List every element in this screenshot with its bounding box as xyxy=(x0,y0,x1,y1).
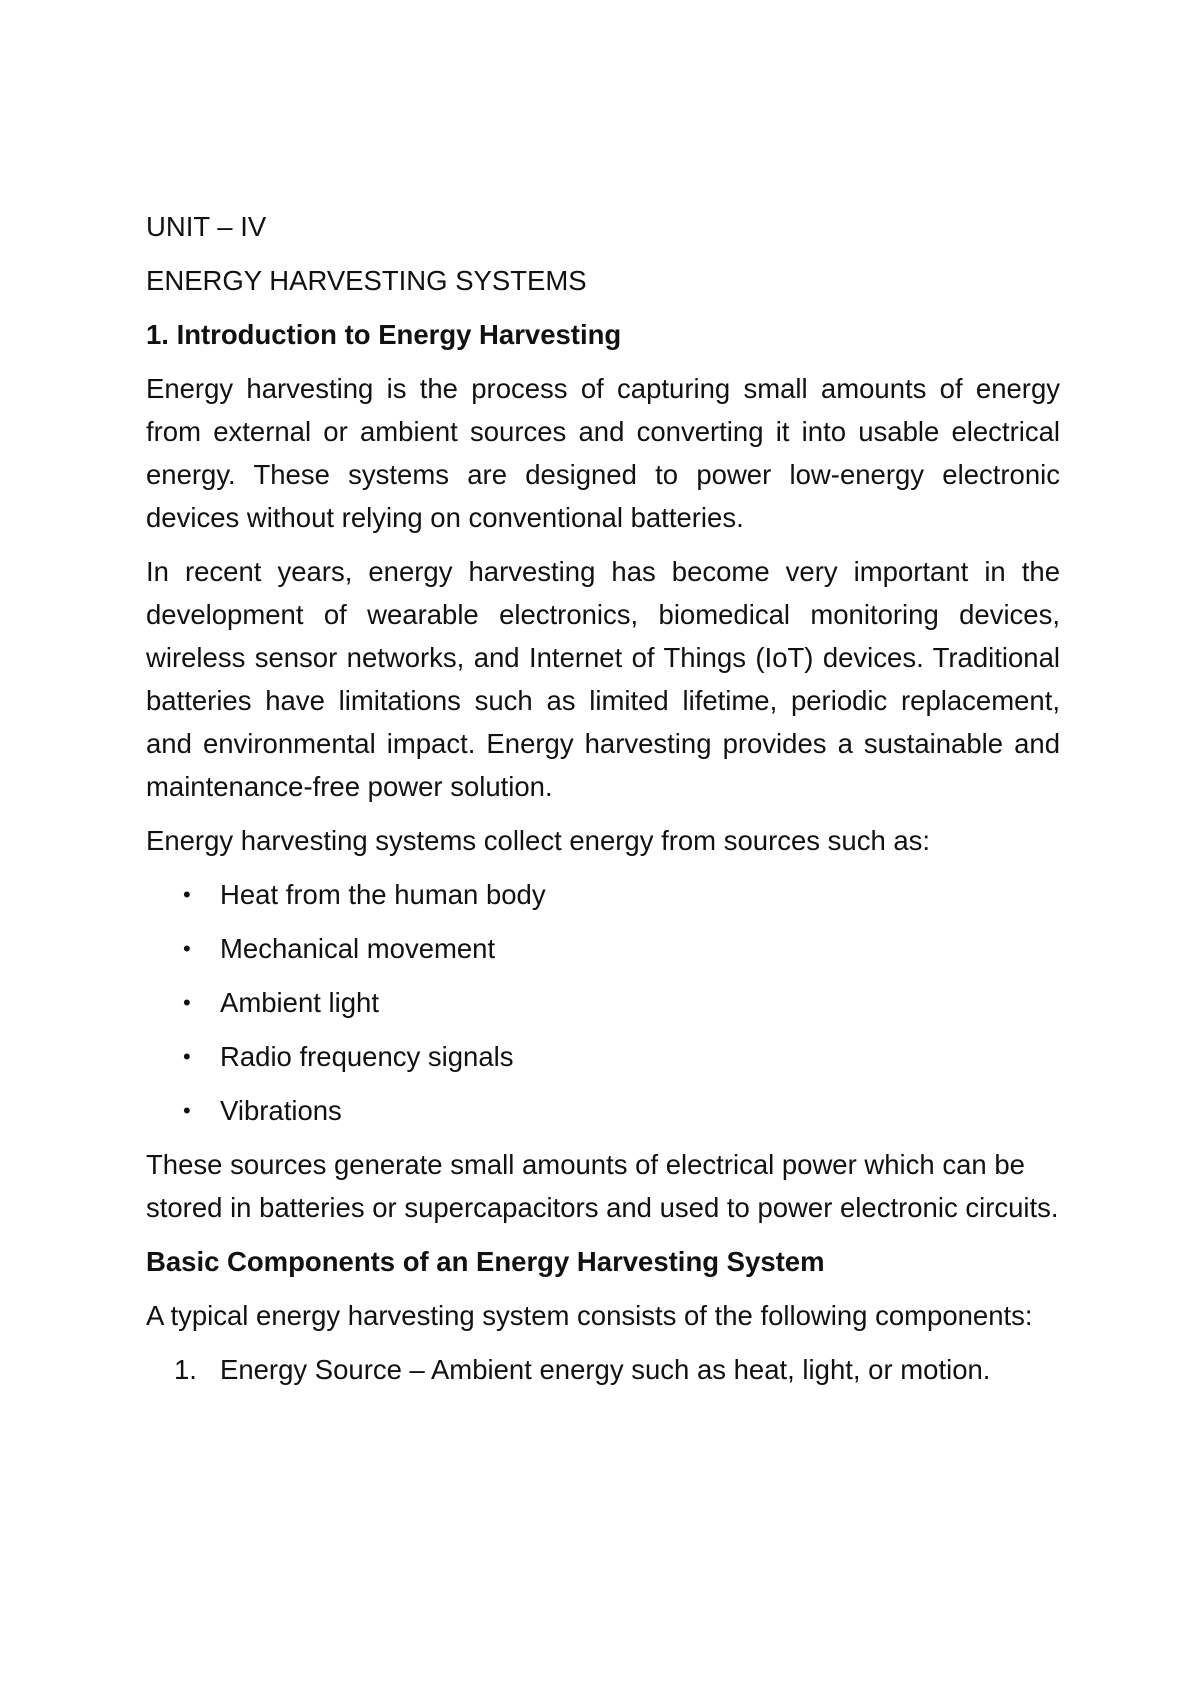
list-item xyxy=(146,1035,1060,1078)
section-heading-introduction: 1. Introduction to Energy Harvesting xyxy=(146,319,622,350)
list-item-number: 1. xyxy=(174,1354,197,1385)
paragraph-components-intro: A typical energy harvesting system consists of the following components: xyxy=(146,1300,1033,1331)
list-item-text: Ambient light xyxy=(220,987,379,1018)
list-item xyxy=(146,873,1060,916)
sources-list xyxy=(146,873,1060,1132)
list-item-text: Heat from the human body xyxy=(220,879,546,910)
components-list xyxy=(146,1348,1060,1391)
paragraph-importance: In recent years, energy harvesting has become very important in the development of wearable electronics, biomedical monitoring devices, wireless sensor networks, and Internet of Things (IoT) devices. Traditional batteries have limitations such as limited lifetime, periodic replacement, and environmental impact. Energy harvesting provides a sustainable and maintenance-free power solution. xyxy=(146,556,1060,802)
list-item xyxy=(146,1089,1060,1132)
paragraph-sources-closing: These sources generate small amounts of electrical power which can be stored in batteries or supercapacitors and used to power electronic circuits. xyxy=(146,1149,1059,1223)
bullet-icon: • xyxy=(183,1098,191,1123)
bullet-icon: • xyxy=(183,936,191,961)
list-item-text: Energy Source – Ambient energy such as heat, light, or motion. xyxy=(220,1354,991,1385)
unit-label: UNIT – IV xyxy=(146,211,267,242)
list-item-text: Vibrations xyxy=(220,1095,342,1126)
document-title: ENERGY HARVESTING SYSTEMS xyxy=(146,265,587,296)
section-heading-components: Basic Components of an Energy Harvesting System xyxy=(146,1246,825,1277)
list-item xyxy=(146,981,1060,1024)
bullet-icon: • xyxy=(183,882,191,907)
paragraph-sources-intro: Energy harvesting systems collect energy from sources such as: xyxy=(146,825,931,856)
bullet-icon: • xyxy=(183,1044,191,1069)
document-page xyxy=(146,205,1060,1402)
list-item xyxy=(146,927,1060,970)
list-item-text: Radio frequency signals xyxy=(220,1041,514,1072)
bullet-icon: • xyxy=(183,990,191,1015)
paragraph-definition: Energy harvesting is the process of capturing small amounts of energy from external or ambient sources and converting it into usable electrical energy. These systems are designed to power low-energy electronic devices without relying on conventional batteries. xyxy=(146,373,1060,533)
list-item xyxy=(146,1348,1060,1391)
list-item-text: Mechanical movement xyxy=(220,933,496,964)
